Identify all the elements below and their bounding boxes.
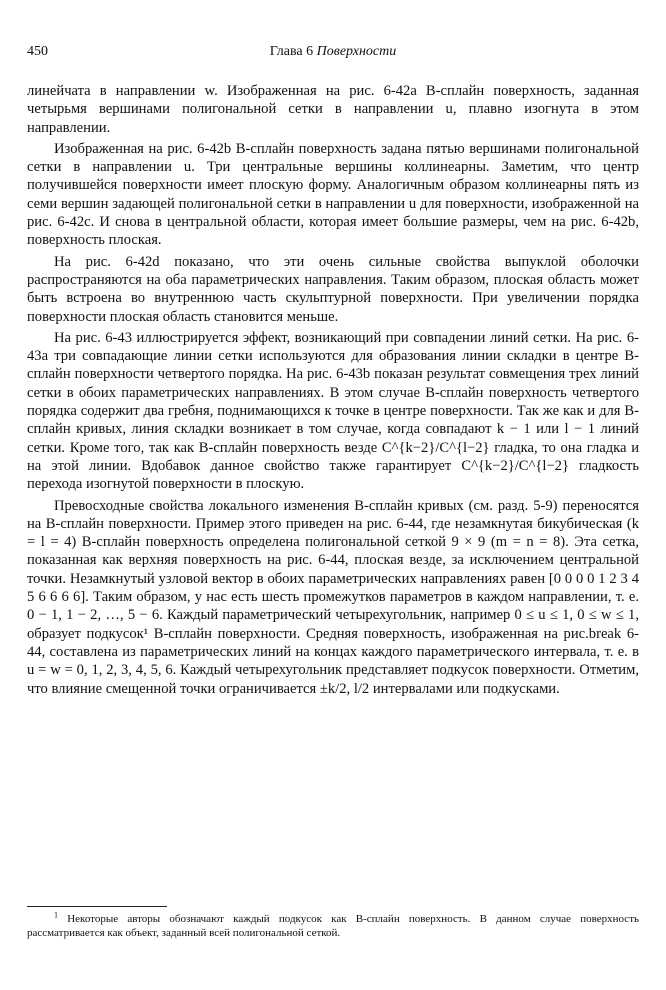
paragraph: линейчата в направлении w. Изображенная на рис. 6-42a В-сплайн поверхность, заданная четырьмя вершинами полигональной сетки в направлении u, плавно изогнута в этом направлении. [27, 83, 639, 136]
footnote-mark: 1 [54, 910, 58, 920]
paragraph: Изображенная на рис. 6-42b В-сплайн поверхность задана пятью вершинами полигональной сетки в направлении u. Три центральные вершины коллинеарны. Заметим, что центр получившейся поверхности имеет плоскую форму. Аналогичным образом коллинеарны пять из семи вершин задающей полигональной сетки в направлении u для поверхности, изображенной на рис. 6-42c. И снова в центральной области, которая имеет большие размеры, чем на рис. 6-42b, поверхность плоская. [27, 140, 639, 249]
chapter-title: Поверхности [316, 44, 397, 59]
footnote-text: Некоторые авторы обозначают каждый подкусок как В-сплайн поверхность. В данном случае поверхность рассматривается как объект, заданный всей полигональной сеткой. [27, 913, 640, 939]
paragraph: На рис. 6-43 иллюстрируется эффект, возникающий при совпадении линий сетки. На рис. 6-43a три совпадающие линии сетки используются для образования линии складки в центре В-сплайн поверхности четвертого порядка. На рис. 6-43b показан результат совмещения трех линий сетки в обоих параметрических направлениях. В этом случае В-сплайн поверхность четвертого порядка содержит два гребня, поднимающихся к точке в центре поверхности. Так же как и для В-сплайн кривых, линия складки возникает в том случае, когда совпадают k − 1 или l − 1 линий сетки. Кроме того, так как В-сплайн поверхность везде C^{k−2}/C^{l−2} гладка, то она гладка и на этой линии. Вдобавок данное свойство также гарантирует C^{k−2}/C^{l−2} гладкость перехода изогнутой поверхности в плоскую. [27, 329, 639, 493]
running-header [27, 44, 639, 64]
paragraph: Превосходные свойства локального изменения В-сплайн кривых (см. разд. 5-9) переносятся на В-сплайн поверхности. Пример этого приведен на рис. 6-44, где незамкнутая бикубическая (k = l = 4) В-сплайн поверхность определена полигональной сеткой 9 × 9 (m = n = 8). Эта сетка, показанная как верхняя поверхность на рис. 6-44, плоская везде, за исключением центральной точки. Незамкнутый узловой вектор в обоих параметрических направлениях равен [0 0 0 0 1 2 3 4 5 6 6 6 6]. Таким образом, у нас есть шесть промежутков параметров в каждом направлении, т. е. 0 − 1, 1 − 2, …, 5 − 6. Каждый параметрический четырехугольник, например 0 ≤ u ≤ 1, 0 ≤ w ≤ 1, образует подкусок¹ В-сплайн поверхности. Средняя поверхность, изображенная на рис.break 6-44, составлена из параметрических линий на концах каждого параметрического интервала, т. е. в u = w = 0, 1, 2, 3, 4, 5, 6. Каждый четырехугольник представляет подкусок поверхности. Отметим, что влияние смещенной точки ограничивается ±k/2, l/2 интервалами или подкусками. [27, 497, 639, 697]
paragraph: На рис. 6-42d показано, что эти очень сильные свойства выпуклой оболочки распространяются на оба параметрических направления. Таким образом, плоская область может быть встроена во внутреннюю часть скульптурной поверхности. При увеличении порядка поверхности плоская область становится меньше. [27, 253, 639, 325]
footnote [27, 912, 639, 940]
chapter-prefix: Глава 6 [269, 44, 314, 59]
page-number: 450 [27, 44, 48, 59]
body-text [27, 82, 639, 698]
footnote-divider [27, 906, 167, 907]
chapter-heading [27, 44, 639, 60]
